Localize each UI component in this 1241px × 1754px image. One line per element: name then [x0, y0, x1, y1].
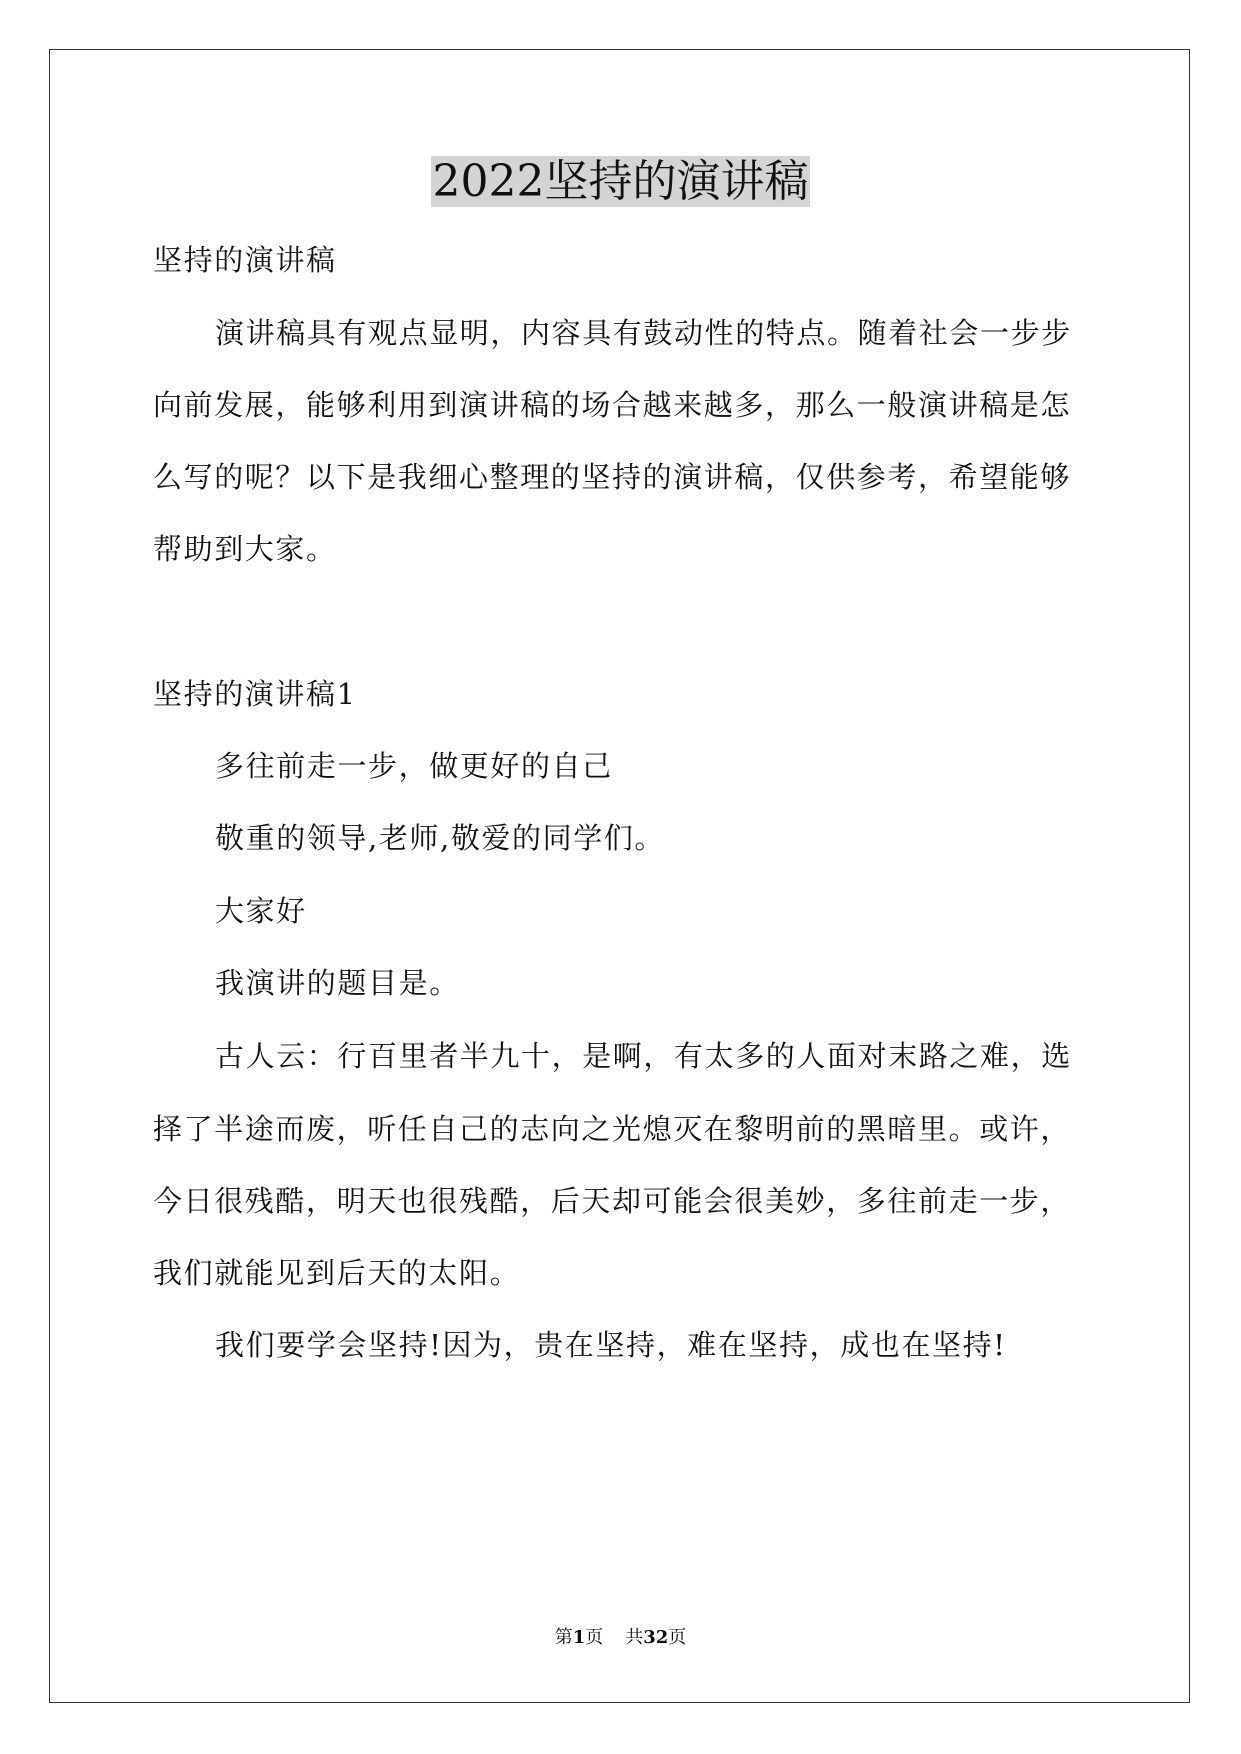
- speech-subtitle: 多往前走一步，做更好的自己: [215, 749, 613, 783]
- salutation: 敬重的领导,老师,敬爱的同学们。: [215, 821, 666, 855]
- document-title-text: 2022坚持的演讲稿: [432, 156, 809, 207]
- paragraph-line: 今日很残酷，明天也很残酷，后天却可能会很美妙，多往前走一步，: [153, 1184, 1072, 1218]
- page-footer: [0, 1626, 1241, 1650]
- paragraph-line: 我们就能见到后天的太阳。: [153, 1256, 521, 1290]
- total-prefix: 共: [625, 1627, 644, 1648]
- page-total: 32: [643, 1627, 669, 1648]
- paragraph-line: 演讲稿具有观点显明，内容具有鼓动性的特点。随着社会一步步: [215, 316, 1072, 350]
- paragraph-line: 择了半途而废，听任自己的志向之光熄灭在黎明前的黑暗里。或许，: [153, 1112, 1072, 1146]
- paragraph-line: 古人云：行百里者半九十，是啊，有太多的人面对末路之难，选: [215, 1039, 1072, 1073]
- paragraph-line: 我们要学会坚持!因为，贵在坚持，难在坚持，成也在坚持!: [215, 1328, 1007, 1362]
- paragraph-line: 帮助到大家。: [153, 532, 337, 566]
- page-current: 1: [572, 1627, 586, 1648]
- page-prefix: 第: [554, 1627, 573, 1648]
- paragraph-line: 么写的呢？以下是我细心整理的坚持的演讲稿，仅供参考，希望能够: [153, 460, 1072, 494]
- paragraph-line: 我演讲的题目是。: [215, 966, 460, 1000]
- greeting: 大家好: [215, 894, 307, 928]
- total-suffix: 页: [668, 1627, 687, 1648]
- page-border: [49, 49, 1190, 1703]
- section-heading: 坚持的演讲稿: [153, 243, 337, 277]
- speech-heading: 坚持的演讲稿1: [153, 677, 357, 711]
- document-title: [0, 152, 1241, 212]
- paragraph-line: 向前发展，能够利用到演讲稿的场合越来越多，那么一般演讲稿是怎: [153, 388, 1072, 422]
- page-suffix: 页: [585, 1627, 604, 1648]
